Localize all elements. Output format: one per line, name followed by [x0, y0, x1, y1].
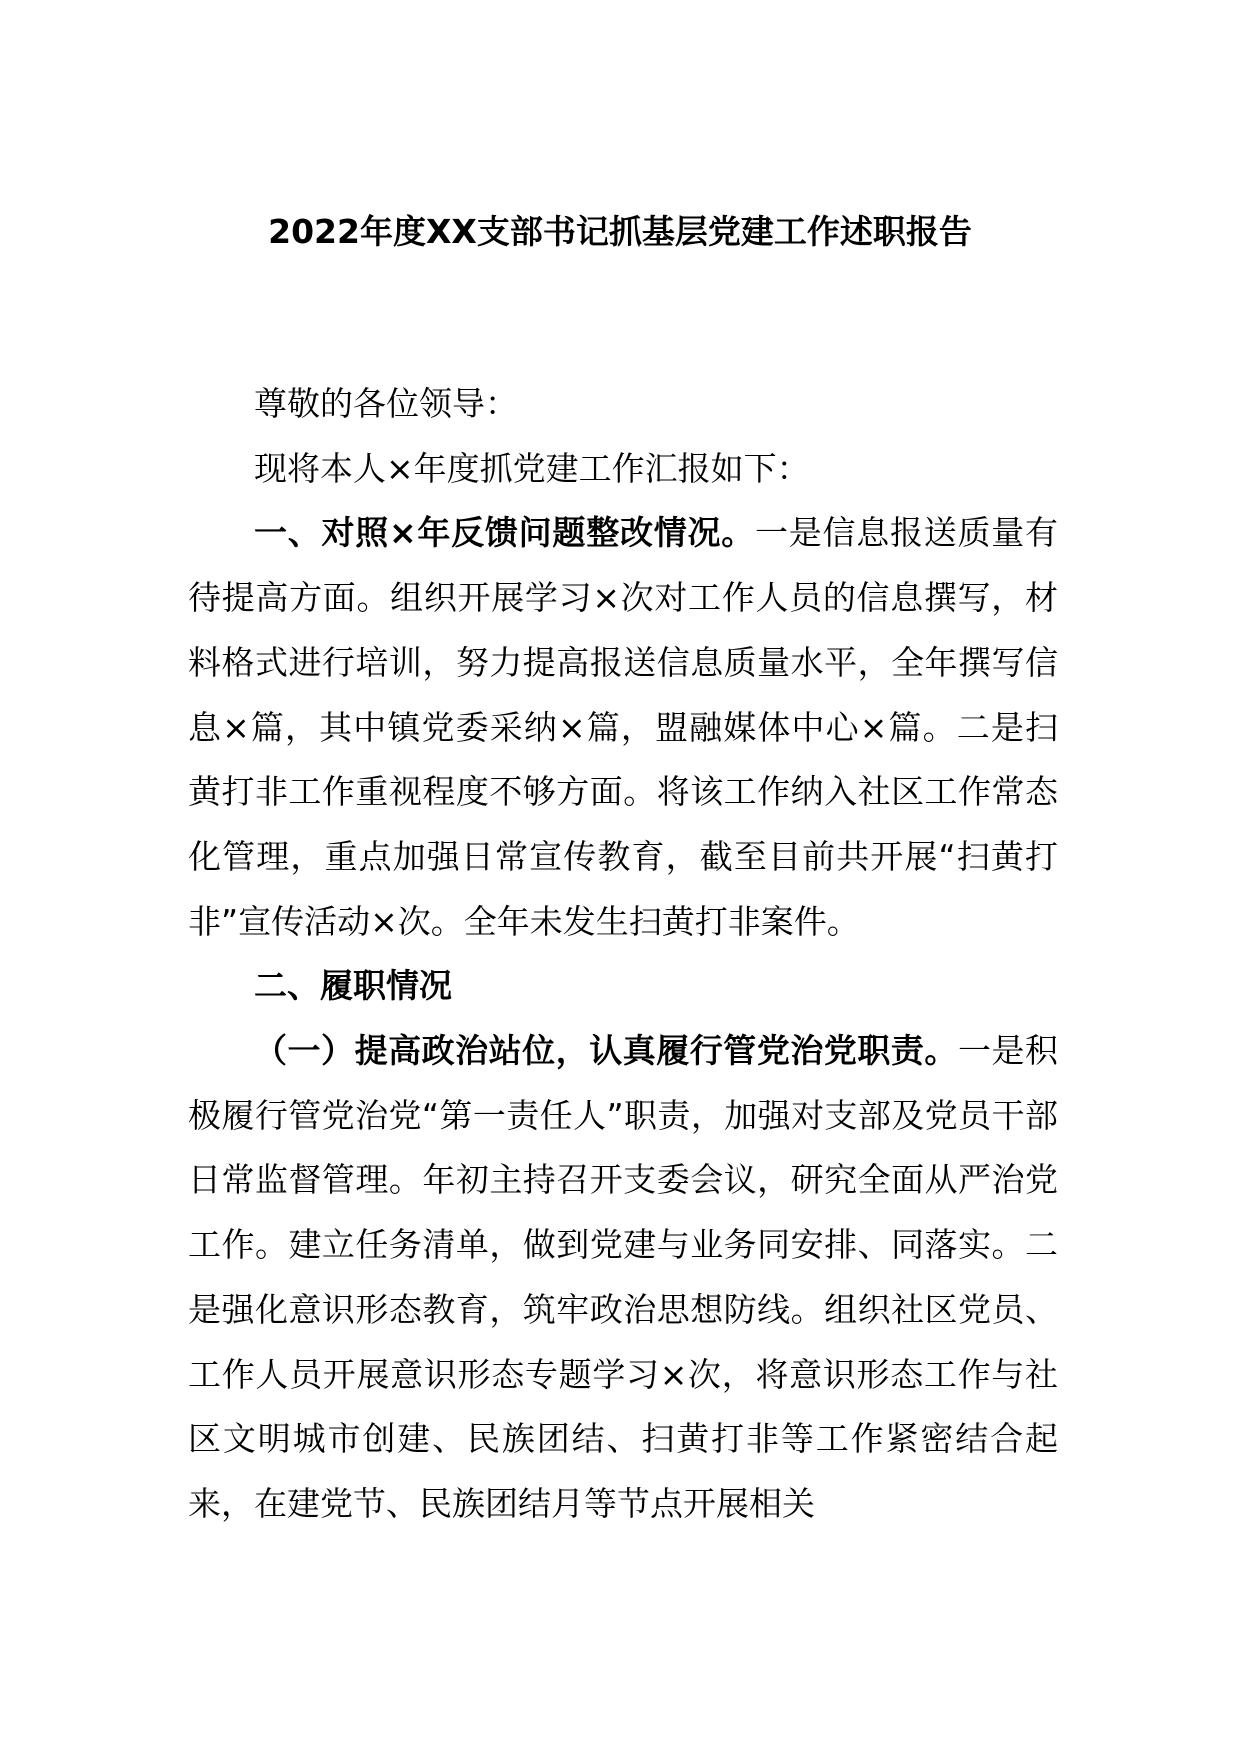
section-2-sub-1-body: 一是积极履行管党治党“第一责任人”职责，加强对支部及党员干部日常监督管理。年初主持召开支委会议，研究全面从严治党工作。建立任务清单，做到党建与业务同安排、同落实。二是强化意识形态教育，筑牢政治思想防线。组织社区党员、工作人员开展意识形态专题学习×次，将意识形态工作与社区文明城市创建、民族团结、扫黄打非等工作紧密结合起来，在建党节、民族团结月等节点开展相关 [188, 1031, 1059, 1523]
section-2-heading: 二、履职情况 [254, 966, 452, 1006]
section-2-sub-1-paragraph [188, 1019, 1058, 1537]
document-body [188, 372, 1058, 1537]
intro-paragraph: 现将本人×年度抓党建工作汇报如下： [254, 448, 810, 488]
section-1-heading: 一、对照×年反馈问题整改情况。 [254, 513, 755, 553]
section-1-body: 一是信息报送质量有待提高方面。组织开展学习×次对工作人员的信息撰写，材料格式进行培训，努力提高报送信息质量水平，全年撰写信息×篇，其中镇党委采纳×篇，盟融媒体中心×篇。二是扫黄打非工作重视程度不够方面。将该工作纳入社区工作常态化管理，重点加强日常宣传教育，截至目前共开展“扫黄打非”宣传活动×次。全年未发生扫黄打非案件。 [188, 513, 1059, 941]
section-1-paragraph [188, 501, 1058, 954]
salutation: 尊敬的各位领导： [254, 384, 518, 423]
document-title: 2022年度XX支部书记抓基层党建工作述职报告 [268, 212, 972, 251]
section-2-sub-1-heading: （一）提高政治站位，认真履行管党治党职责。 [254, 1031, 958, 1071]
